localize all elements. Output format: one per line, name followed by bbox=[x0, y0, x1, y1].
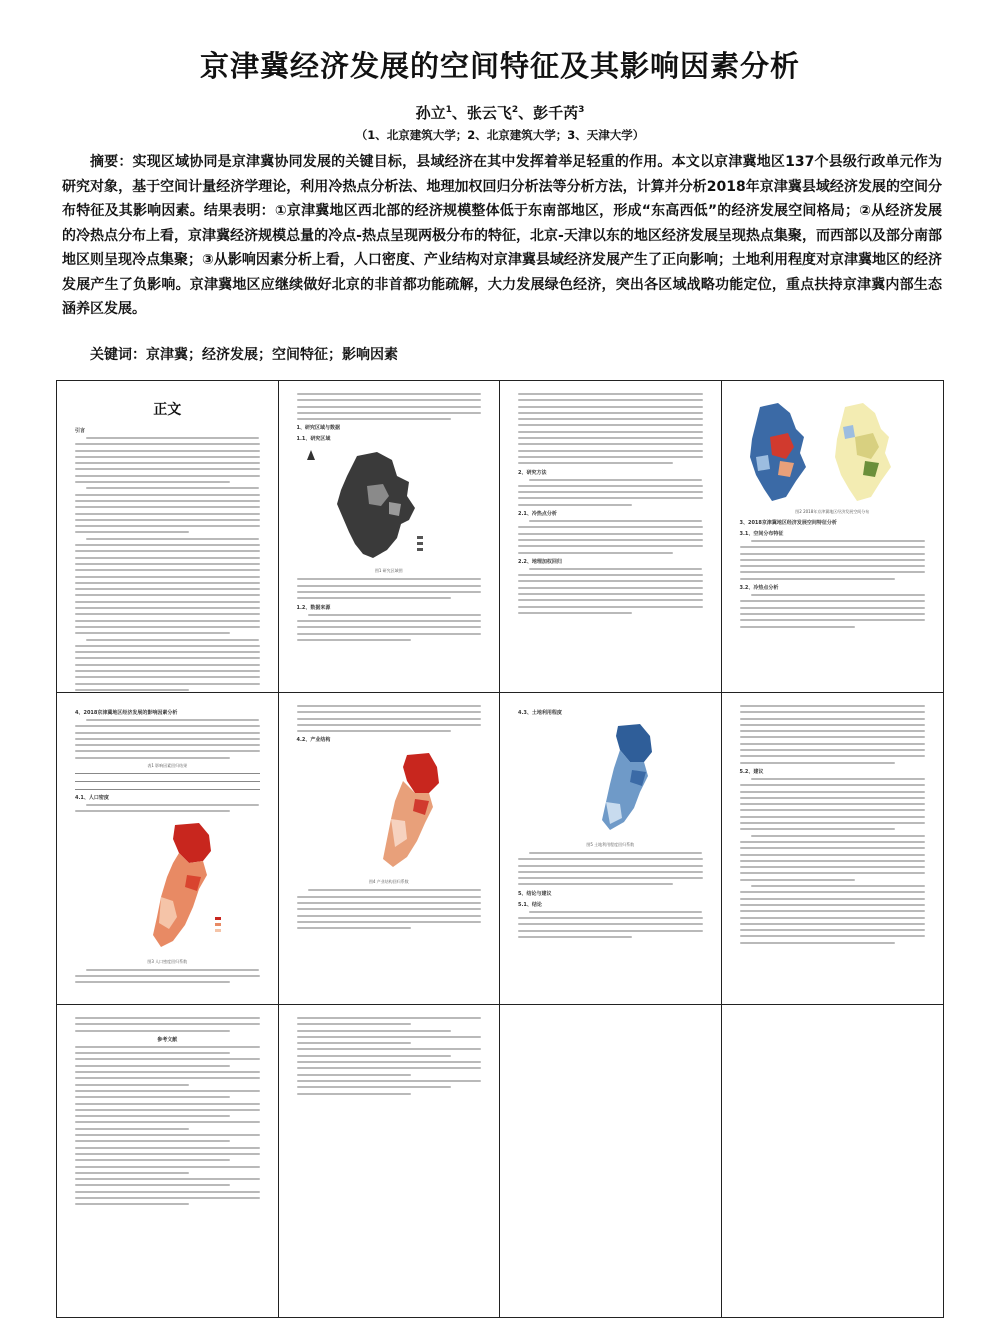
figure-industrial-structure-map bbox=[297, 747, 482, 885]
page-thumbnail-1 bbox=[57, 381, 279, 693]
body-text-lines bbox=[740, 540, 926, 580]
page-thumbnail-9 bbox=[57, 1005, 279, 1317]
body-text-lines bbox=[740, 594, 926, 627]
page-thumbnail-4 bbox=[722, 381, 944, 693]
figure-population-density-map bbox=[75, 817, 260, 965]
body-text-lines bbox=[518, 568, 703, 614]
figure-caption: 图5 土地利用程度回归系数 bbox=[586, 842, 635, 847]
page-thumbnail-8 bbox=[722, 693, 944, 1005]
keywords: 关键词：京津冀；经济发展；空间特征；影响因素 bbox=[90, 347, 398, 363]
body-text-lines bbox=[297, 614, 482, 641]
figure-spatial-distribution-maps bbox=[740, 397, 926, 515]
body-text-lines bbox=[740, 705, 926, 764]
page-thumbnail-10 bbox=[279, 1005, 501, 1317]
reference-list bbox=[75, 1046, 260, 1205]
body-text-lines bbox=[518, 911, 703, 938]
section-heading: 2.2、地理加权回归 bbox=[518, 558, 562, 565]
references-heading: 参考文献 bbox=[157, 1036, 178, 1043]
section-heading: 1.2、数据来源 bbox=[296, 604, 331, 611]
section-heading: 4、2018京津冀地区经济发展的影响因素分析 bbox=[75, 710, 178, 716]
section-heading: 3.1、空间分布特征 bbox=[739, 531, 784, 537]
page-thumbnail-7 bbox=[500, 693, 722, 1005]
regression-table bbox=[75, 773, 260, 790]
body-text-lines bbox=[518, 520, 703, 553]
section-heading: 3、2018京津冀地区经济发展空间特征分析 bbox=[739, 520, 837, 526]
table-caption: 表1 影响因素回归结果 bbox=[147, 763, 188, 769]
figure-caption: 图2 2018年京津冀地区经济发展空间分布 bbox=[795, 509, 870, 514]
section-heading: 5.1、结论 bbox=[518, 901, 542, 908]
section-heading: 5.2、建议 bbox=[739, 768, 764, 775]
affiliations: （1、北京建筑大学；2、北京建筑大学；3、天津大学） bbox=[355, 128, 645, 142]
section-heading: 5、结论与建议 bbox=[518, 890, 552, 897]
author-line bbox=[0, 102, 1000, 123]
section-heading: 2.1、冷热点分析 bbox=[518, 511, 557, 518]
paper-pages-grid bbox=[56, 380, 944, 1318]
section-heading: 4.1、人口密度 bbox=[75, 795, 109, 802]
page-thumbnail-6 bbox=[279, 693, 501, 1005]
author-2: 张云飞$^2$ bbox=[466, 104, 519, 122]
figure-caption: 图3 人口密度回归系数 bbox=[147, 958, 188, 964]
body-text-lines bbox=[297, 705, 482, 732]
section-heading: 2、研究方法 bbox=[518, 469, 547, 476]
body-text-lines bbox=[518, 479, 703, 506]
body-text-lines bbox=[740, 778, 926, 944]
section-heading: 1、研究区域与数据 bbox=[296, 425, 340, 432]
body-text-lines bbox=[75, 719, 260, 759]
page-thumbnail-3 bbox=[500, 381, 722, 693]
page-thumbnail-2 bbox=[279, 381, 501, 693]
figure-land-use-map bbox=[518, 720, 703, 848]
reference-list bbox=[297, 1017, 482, 1095]
figure-study-area-map bbox=[297, 446, 482, 574]
section-heading: 3.2、冷热点分析 bbox=[739, 585, 779, 592]
section-heading: 1.1、研究区域 bbox=[296, 436, 331, 443]
figure-caption: 图1 研究区域图 bbox=[374, 568, 403, 574]
abstract: 摘要：实现区域协同是京津冀协同发展的关键目标，县域经济在其中发挥着举足轻重的作用。本文以京津冀地区137个县级行政单元作为研究对象，基于空间计量经济学理论，利用冷热点分析法、地理加权回归分析法等分析方法，计算并分析2018年京津冀县域经济发展的空间分布特征及其影响因素。结果表明：①京津冀地区西北部的经济规模整体低于东南部地区，形成“东高西低”的经济发展空间格局；②从经济发展的冷热点分布上看，京津冀经济规模总量的冷点-热点呈现两极分布的特征，北京-天津以东的地区经济发展呈现热点集聚，而西部以及部分南部地区则呈现冷点集聚；③从影响因素分析上看，人口密度、产业结构对京津冀县域经济发展产生了正向影响；土地利用程度对京津冀地区的经济发展产生了负影响。京津冀地区应继续做好北京的非首都功能疏解，大力发展绿色经济，突出各区域战略功能定位，重点扶持京津冀内部生态涵养区发展。 bbox=[62, 154, 942, 317]
page-heading: 正文 bbox=[153, 402, 182, 418]
body-text-lines bbox=[297, 393, 482, 420]
body-text-lines bbox=[75, 804, 260, 812]
body-text-lines bbox=[518, 852, 703, 885]
author-separator: 、 bbox=[451, 104, 467, 122]
section-heading: 4.3、土地利用程度 bbox=[518, 710, 562, 716]
page-thumbnail-5 bbox=[57, 693, 279, 1005]
body-text-lines bbox=[518, 393, 703, 464]
section-heading: 引言 bbox=[75, 428, 86, 434]
body-text-lines bbox=[75, 969, 260, 984]
page-thumbnail-empty-12 bbox=[722, 1005, 944, 1317]
author-1: 孙立$^1$ bbox=[415, 104, 452, 122]
page-thumbnail-empty-11 bbox=[500, 1005, 722, 1317]
body-text-lines bbox=[297, 889, 482, 929]
author-separator: 、 bbox=[518, 104, 534, 122]
body-text-lines bbox=[297, 578, 482, 599]
figure-caption: 图4 产业结构回归系数 bbox=[368, 879, 409, 885]
author-3: 彭千芮$^3$ bbox=[533, 104, 585, 122]
body-text-lines bbox=[75, 1017, 260, 1032]
body-text-lines bbox=[75, 437, 260, 691]
section-heading: 4.2、产业结构 bbox=[296, 737, 331, 744]
poster-title: 京津冀经济发展的空间特征及其影响因素分析 bbox=[199, 49, 800, 83]
